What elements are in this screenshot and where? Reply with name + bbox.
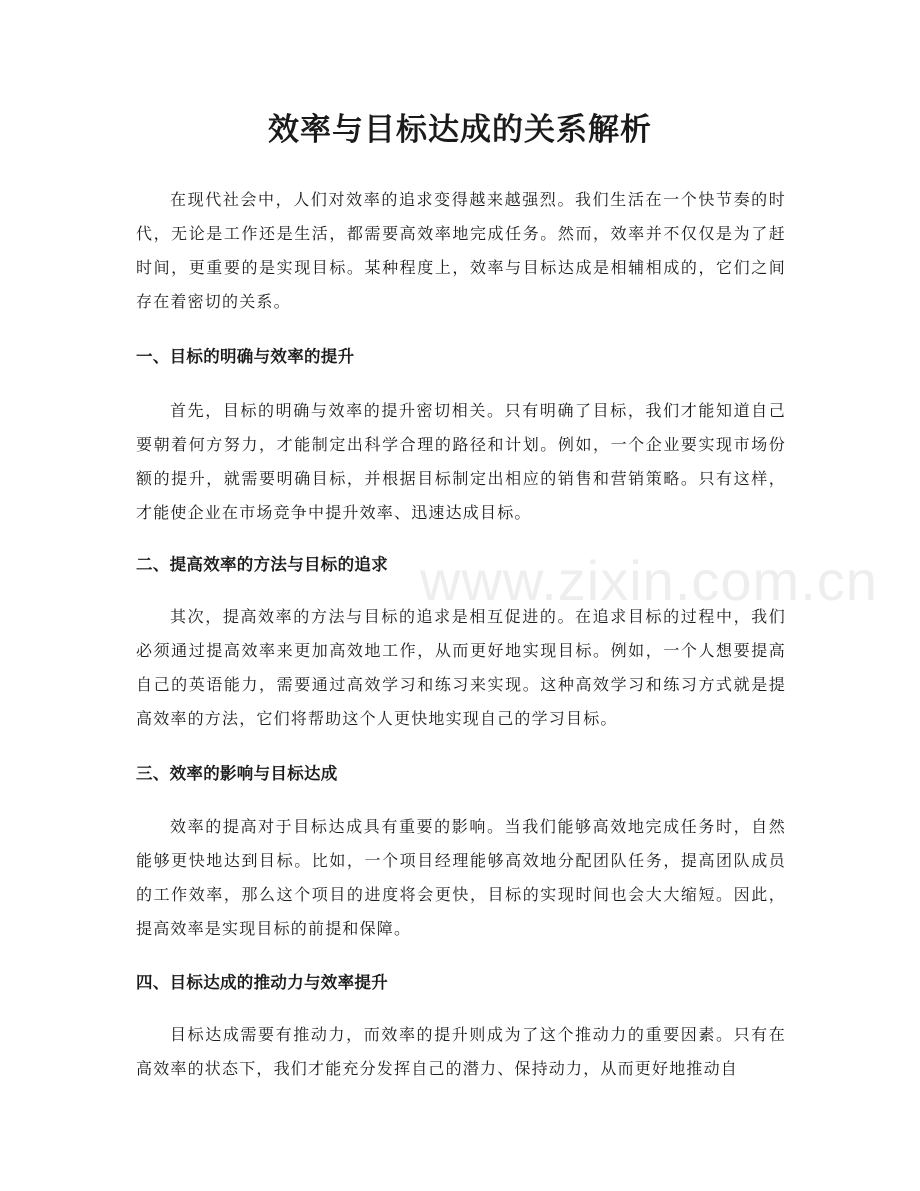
section-1-heading: 一、目标的明确与效率的提升 <box>136 347 355 366</box>
section-4-paragraph: 目标达成需要有推动力，而效率的提升则成为了这个推动力的重要因素。只有在高效率的状态下，我们才能充分发挥自己的潜力、保持动力，从而更好地推动自 <box>136 1025 786 1078</box>
intro-paragraph: 在现代社会中，人们对效率的追求变得越来越强烈。我们生活在一个快节奏的时代，无论是工作还是生活，都需要高效率地完成任务。然而，效率并不仅仅是为了赶时间，更重要的是实现目标。某种程度上，效率与目标达成是相辅相成的，它们之间存在着密切的关系。 <box>136 190 786 311</box>
watermark: www.zixin.com.cn <box>420 549 878 612</box>
section-3-heading: 三、效率的影响与目标达成 <box>136 764 338 783</box>
document-title: 效率与目标达成的关系解析 <box>268 112 652 148</box>
section-3-paragraph: 效率的提高对于目标达成具有重要的影响。当我们能够高效地完成任务时，自然能够更快地达到目标。比如，一个项目经理能够高效地分配团队任务，提高团队成员的工作效率，那么这个项目的进度将会更快，目标的实现时间也会大大缩短。因此，提高效率是实现目标的前提和保障。 <box>136 817 786 938</box>
section-4-heading: 四、目标达成的推动力与效率提升 <box>136 973 388 992</box>
section-2-heading: 二、提高效率的方法与目标的追求 <box>136 555 388 574</box>
section-1-paragraph: 首先，目标的明确与效率的提升密切相关。只有明确了目标，我们才能知道自己要朝着何方努力，才能制定出科学合理的路径和计划。例如，一个企业要实现市场份额的提升，就需要明确目标，并根据目标制定出相应的销售和营销策略。只有这样，才能使企业在市场竞争中提升效率、迅速达成目标。 <box>136 401 786 522</box>
section-2-paragraph: 其次，提高效率的方法与目标的追求是相互促进的。在追求目标的过程中，我们必须通过提高效率来更加高效地工作，从而更好地实现目标。例如，一个人想要提高自己的英语能力，需要通过高效学习和练习来实现。这种高效学习和练习方式就是提高效率的方法，它们将帮助这个人更快地实现自己的学习目标。 <box>136 607 786 728</box>
